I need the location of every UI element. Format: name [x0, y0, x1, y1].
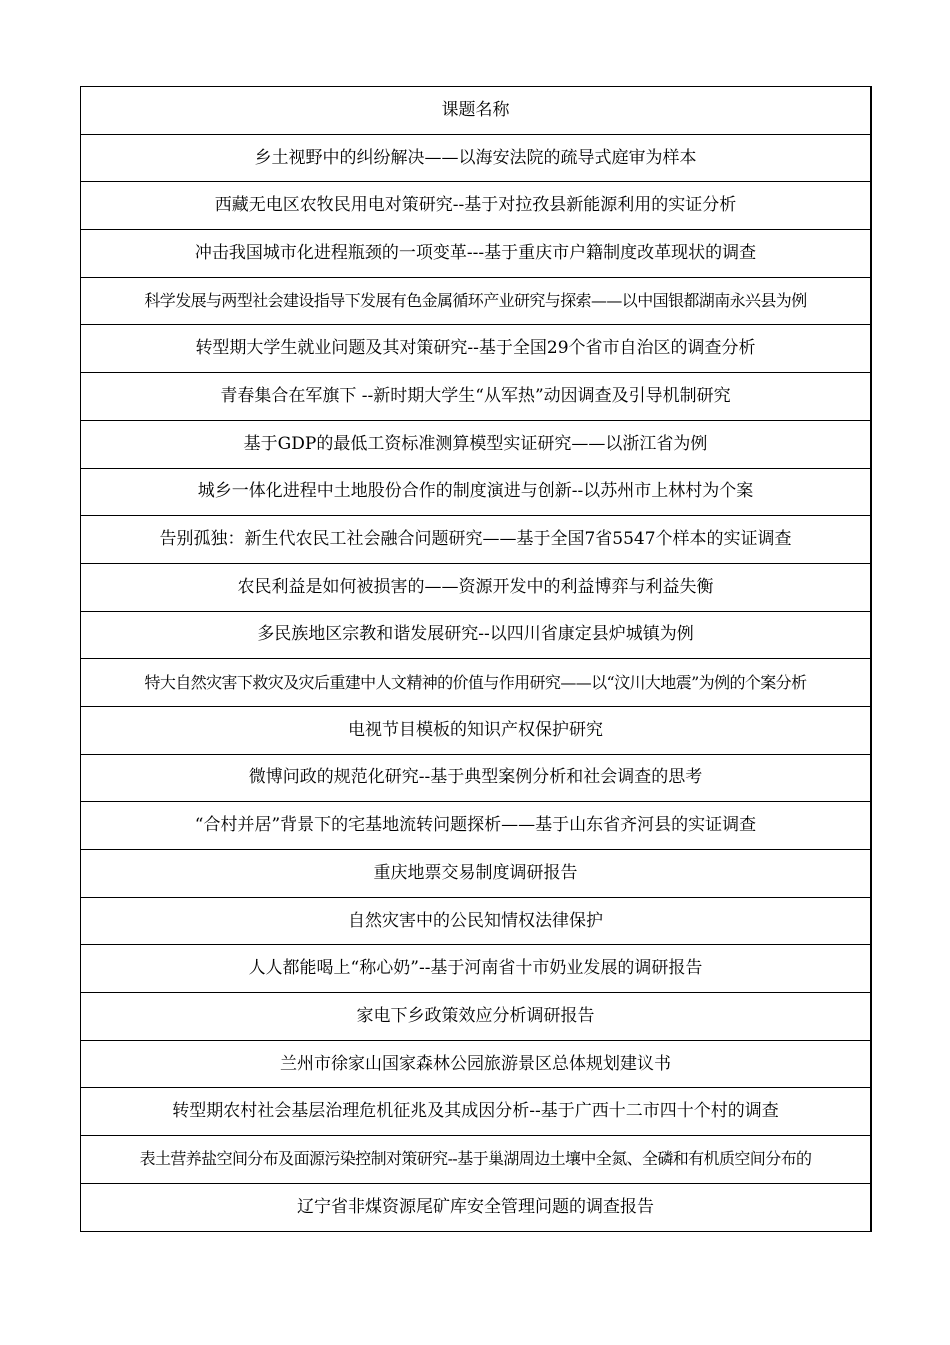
table-row — [81, 421, 870, 469]
topic-cell: 告别孤独：新生代农民工社会融合问题研究——基于全国7省5547个样本的实证调查 — [159, 529, 792, 550]
topic-cell: 表土营养盐空间分布及面源污染控制对策研究--基于巢湖周边土壤中全氮、全磷和有机质空间分布的 — [139, 1149, 812, 1169]
topic-cell: 自然灾害中的公民知情权法律保护 — [348, 910, 603, 931]
topic-cell: 基于GDP的最低工资标准测算模型实证研究——以浙江省为例 — [243, 433, 708, 454]
topic-cell: 冲击我国城市化进程瓶颈的一项变革---基于重庆市户籍制度改革现状的调查 — [194, 242, 757, 263]
topic-cell: “合村并居”背景下的宅基地流转问题探析——基于山东省齐河县的实证调查 — [194, 815, 757, 836]
topic-cell: 重庆地票交易制度调研报告 — [373, 862, 578, 883]
topic-cell: 农民利益是如何被损害的——资源开发中的利益博弈与利益失衡 — [237, 576, 714, 597]
table-row — [81, 707, 870, 755]
table-row — [81, 993, 870, 1041]
topic-cell: 人人都能喝上“称心奶”--基于河南省十市奶业发展的调研报告 — [248, 958, 703, 979]
topic-cell: 电视节目模板的知识产权保护研究 — [348, 719, 603, 740]
table-row — [81, 1041, 870, 1089]
table-row — [81, 278, 870, 326]
topic-cell: 兰州市徐家山国家森林公园旅游景区总体规划建议书 — [280, 1053, 671, 1074]
table-row — [81, 659, 870, 707]
table-row — [81, 612, 870, 660]
topic-cell: 科学发展与两型社会建设指导下发展有色金属循环产业研究与探索——以中国银都湖南永兴县为例 — [144, 291, 807, 311]
table-row — [81, 945, 870, 993]
table-row — [81, 182, 870, 230]
topic-cell: 乡土视野中的纠纷解决——以海安法院的疏导式庭审为样本 — [254, 147, 697, 168]
topic-cell: 西藏无电区农牧民用电对策研究--基于对拉孜县新能源利用的实证分析 — [214, 195, 737, 216]
topic-cell: 多民族地区宗教和谐发展研究--以四川省康定县炉城镇为例 — [257, 624, 694, 645]
topic-cell: 家电下乡政策效应分析调研报告 — [356, 1005, 595, 1026]
table-row — [81, 135, 870, 183]
table-row — [81, 469, 870, 517]
topic-cell: 微博问政的规范化研究--基于典型案例分析和社会调查的思考 — [248, 767, 703, 788]
table-row — [81, 564, 870, 612]
topic-cell: 转型期大学生就业问题及其对策研究--基于全国29个省市自治区的调查分析 — [195, 338, 756, 359]
topic-cell: 特大自然灾害下救灾及灾后重建中人文精神的价值与作用研究——以“汶川大地震”为例的个案分析 — [144, 672, 807, 692]
table-row — [81, 1136, 870, 1184]
table-row — [81, 516, 870, 564]
topic-cell: 城乡一体化进程中土地股份合作的制度演进与创新--以苏州市上林村为个案 — [197, 481, 754, 502]
table-row — [81, 325, 870, 373]
topic-cell: 辽宁省非煤资源尾矿库安全管理问题的调查报告 — [297, 1196, 654, 1217]
table-row — [81, 1184, 870, 1232]
table-row — [81, 755, 870, 803]
table-row — [81, 230, 870, 278]
table-header-cell: 课题名称 — [441, 99, 510, 120]
table-row — [81, 898, 870, 946]
table-row — [81, 802, 870, 850]
topic-cell: 青春集合在军旗下 --新时期大学生“从军热”动因调查及引导机制研究 — [220, 385, 731, 406]
table-row — [81, 373, 870, 421]
topic-cell: 转型期农村社会基层治理危机征兆及其成因分析--基于广西十二市四十个村的调查 — [172, 1101, 779, 1122]
table-row — [81, 1088, 870, 1136]
table-row — [81, 850, 870, 898]
topic-table — [80, 86, 872, 1232]
table-header-row — [81, 87, 870, 135]
